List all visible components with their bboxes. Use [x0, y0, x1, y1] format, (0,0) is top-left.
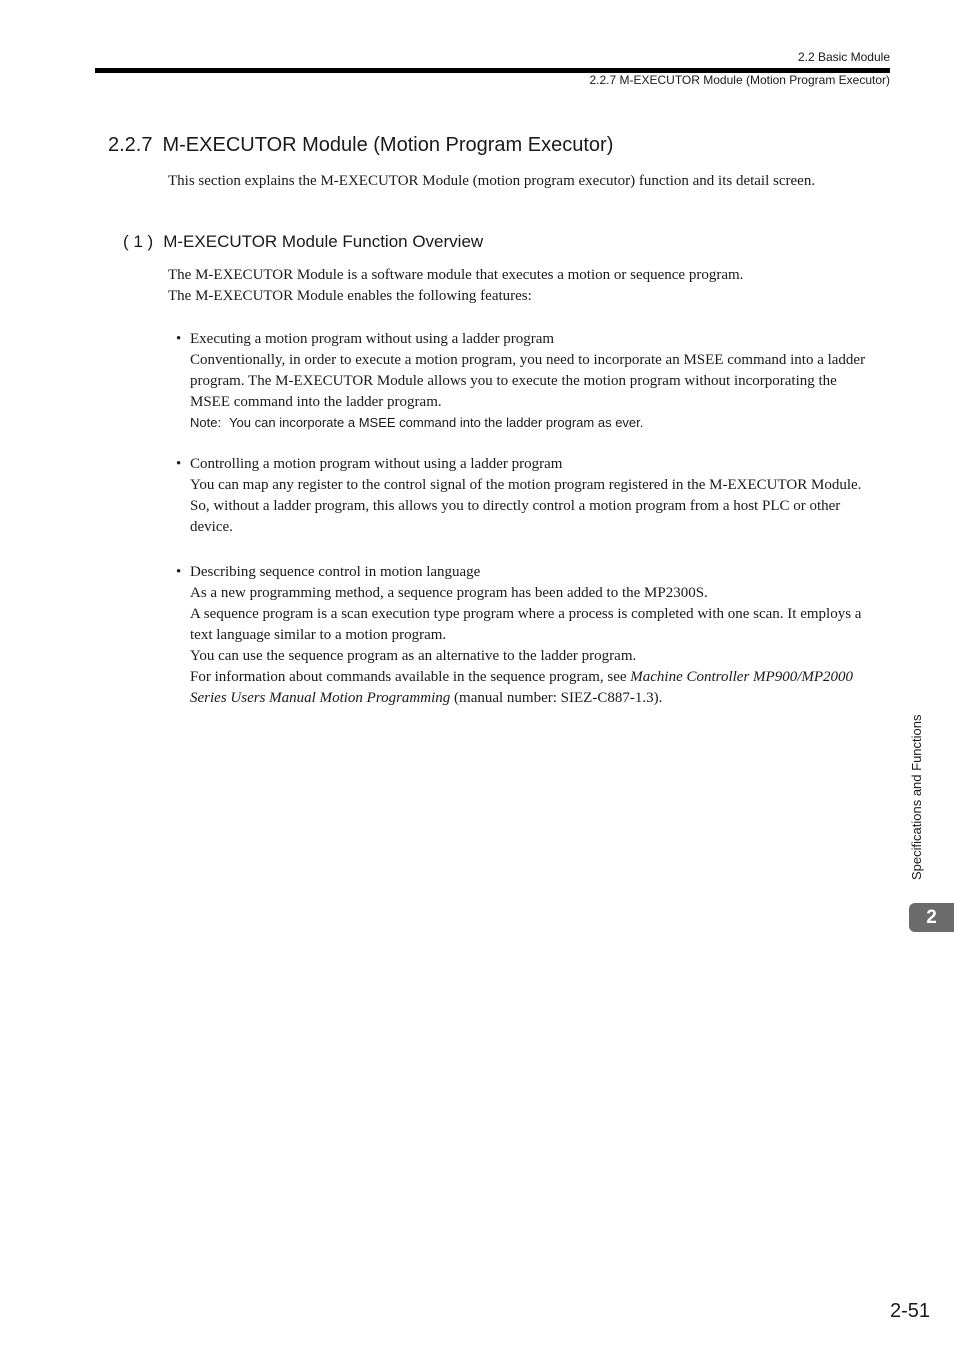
running-header-subsection: 2.2.7 M-EXECUTOR Module (Motion Program Executor)	[589, 73, 890, 87]
feature-line: device.	[190, 519, 233, 535]
feature-title: Executing a motion program without using a ladder program	[190, 331, 555, 347]
reference-suffix: (manual number: SIEZ-C887-1.3).	[450, 690, 663, 706]
chapter-tab: 2	[909, 903, 954, 932]
feature-note	[190, 415, 643, 430]
feature-line: program. The M-EXECUTOR Module allows you to execute the motion program without incorporating the	[190, 373, 837, 389]
overview-line-1: The M-EXECUTOR Module is a software module that executes a motion or sequence program.	[168, 267, 744, 283]
manual-title-part-1: Machine Controller MP900/MP2000	[630, 669, 854, 685]
feature-title: Describing sequence control in motion language	[190, 564, 481, 580]
running-header-section: 2.2 Basic Module	[797, 50, 890, 64]
feature-item	[190, 329, 880, 413]
feature-line: So, without a ladder program, this allows you to directly control a motion program from a host PLC or other	[190, 498, 841, 514]
feature-item	[190, 562, 880, 709]
feature-line: Conventionally, in order to execute a motion program, you need to incorporate an MSEE command into a ladder	[190, 352, 866, 368]
subsection-title: M-EXECUTOR Module Function Overview	[163, 232, 484, 251]
reference-line-1	[190, 667, 880, 688]
note-text: You can incorporate a MSEE command into the ladder program as ever.	[229, 415, 644, 430]
chapter-side-label: Specifications and Functions	[909, 714, 924, 880]
feature-title: Controlling a motion program without using a ladder program	[190, 456, 563, 472]
manual-title-part-2: Series Users Manual Motion Programming	[190, 690, 451, 706]
overview-line-2: The M-EXECUTOR Module enables the following features:	[168, 288, 532, 304]
section-heading	[108, 134, 613, 157]
intro-paragraph: This section explains the M-EXECUTOR Module (motion program executor) function and its detail screen.	[168, 173, 816, 189]
feature-line: text language similar to a motion program.	[190, 627, 447, 643]
bullet-icon: •	[176, 564, 182, 580]
reference-line-2	[190, 688, 880, 709]
feature-line: You can map any register to the control signal of the motion program registered in the M-EXECUTOR Module.	[190, 477, 862, 493]
feature-line: MSEE command into the ladder program.	[190, 394, 442, 410]
section-title: M-EXECUTOR Module (Motion Program Executor)	[162, 134, 614, 156]
bullet-icon: •	[176, 331, 182, 347]
feature-line: You can use the sequence program as an alternative to the ladder program.	[190, 648, 637, 664]
bullet-icon: •	[176, 456, 182, 472]
section-number: 2.2.7	[108, 134, 153, 156]
subsection-number: ( 1 )	[123, 232, 154, 251]
page-number: 2-51	[889, 1300, 930, 1322]
note-label: Note:	[190, 415, 222, 430]
reference-prefix: For information about commands available in the sequence program, see	[190, 669, 631, 685]
feature-line: A sequence program is a scan execution type program where a process is completed with one scan. It employs a	[190, 606, 862, 622]
subsection-heading	[123, 232, 483, 252]
feature-item	[190, 454, 880, 538]
feature-line: As a new programming method, a sequence program has been added to the MP2300S.	[190, 585, 708, 601]
